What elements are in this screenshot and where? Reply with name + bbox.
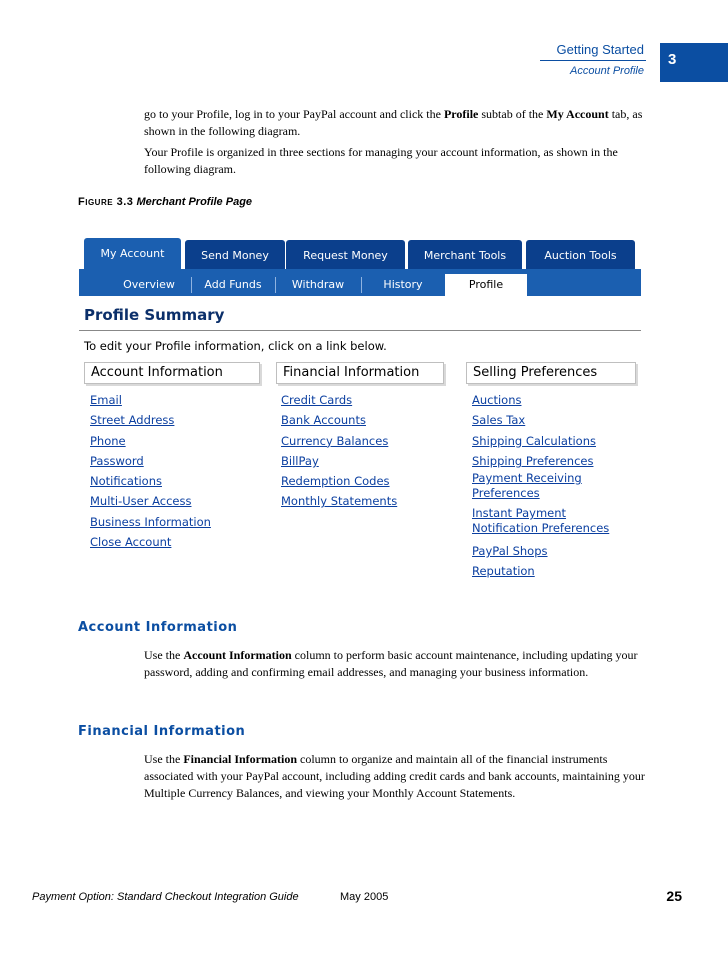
subtab-bar [79, 269, 641, 296]
profile-summary-rule [79, 330, 641, 331]
footer-document-title: Payment Option: Standard Checkout Integration Guide [32, 891, 299, 903]
link-sales-tax[interactable]: Sales Tax [472, 413, 526, 428]
link-shipping-calculations[interactable]: Shipping Calculations [472, 433, 596, 448]
intro-paragraph-1: go to your Profile, log in to your PayPal account and click the Profile subtab of the My Account tab, as shown in the following diagram. [144, 107, 643, 138]
link-currency-balances[interactable]: Currency Balances [281, 433, 389, 448]
link-close-account[interactable]: Close Account [90, 535, 172, 550]
column-header-account-information: Account Information [84, 362, 260, 384]
profile-summary-title: Profile Summary [84, 306, 225, 324]
column-header-financial-information: Financial Information [276, 362, 444, 384]
subtab-separator [191, 277, 192, 293]
subtab-withdraw[interactable]: Withdraw [291, 278, 345, 291]
chapter-tab [660, 43, 728, 82]
column-header-selling-preferences: Selling Preferences [466, 362, 636, 384]
link-street-address[interactable]: Street Address [90, 413, 175, 428]
heading-account-information: Account Information [78, 620, 238, 635]
link-payment-receiving-preferences[interactable]: Payment Receiving Preferences [472, 471, 582, 501]
link-shipping-preferences[interactable]: Shipping Preferences [472, 453, 594, 468]
tab-request-money[interactable]: Request Money [286, 240, 405, 269]
figure-caption: FIGURE 3.3 Merchant Profile Page [78, 196, 253, 208]
account-information-links [90, 390, 211, 552]
financial-information-paragraph: Use the Financial Information column to organize and maintain all of the financial instruments associated with your PayPal account, including adding credit cards and bank accounts, maintaining your Multiple Currency Balances, and viewing your Monthly Account Statements. [144, 752, 645, 800]
tab-my-account[interactable]: My Account [84, 238, 181, 269]
subtab-separator [275, 277, 276, 293]
intro-paragraph-2: Your Profile is organized in three sections for managing your account information, as shown in the following diagram. [144, 145, 618, 176]
selling-preferences-links [472, 390, 622, 582]
link-credit-cards[interactable]: Credit Cards [281, 393, 353, 407]
link-email[interactable]: Email [90, 393, 122, 407]
subtab-overview[interactable]: Overview [123, 278, 175, 291]
chapter-number: 3 [668, 51, 677, 68]
link-reputation[interactable]: Reputation [472, 564, 535, 579]
link-paypal-shops[interactable]: PayPal Shops [472, 544, 548, 559]
subtab-history[interactable]: History [383, 278, 423, 291]
paypal-profile-figure [79, 240, 641, 590]
account-information-paragraph: Use the Account Information column to perform basic account maintenance, including updating your password, adding and confirming email addresses, and managing your business information. [144, 648, 638, 679]
link-notifications[interactable]: Notifications [90, 474, 162, 489]
link-bank-accounts[interactable]: Bank Accounts [281, 413, 366, 428]
financial-information-links [281, 390, 397, 512]
link-instant-payment-notification-preferences[interactable]: Instant Payment Notification Preferences [472, 506, 610, 536]
link-password[interactable]: Password [90, 453, 144, 468]
profile-instruction: To edit your Profile information, click on a link below. [84, 339, 387, 353]
link-auctions[interactable]: Auctions [472, 393, 522, 407]
subtab-add-funds[interactable]: Add Funds [204, 278, 262, 291]
subtab-profile[interactable]: Profile [445, 274, 527, 296]
link-phone[interactable]: Phone [90, 433, 126, 448]
link-business-information[interactable]: Business Information [90, 514, 211, 529]
running-header-subsection: Account Profile [570, 65, 644, 77]
link-redemption-codes[interactable]: Redemption Codes [281, 474, 390, 489]
footer-page-number: 25 [666, 888, 682, 904]
subtab-separator [361, 277, 362, 293]
running-header-section: Getting Started [556, 42, 644, 57]
link-monthly-statements[interactable]: Monthly Statements [281, 494, 398, 509]
heading-financial-information: Financial Information [78, 724, 246, 739]
link-multi-user-access[interactable]: Multi-User Access [90, 494, 192, 509]
footer-date: May 2005 [340, 891, 389, 903]
tab-auction-tools[interactable]: Auction Tools [526, 240, 635, 269]
link-billpay[interactable]: BillPay [281, 453, 319, 468]
header-rule [540, 60, 646, 61]
tab-send-money[interactable]: Send Money [185, 240, 285, 269]
tab-merchant-tools[interactable]: Merchant Tools [408, 240, 522, 269]
